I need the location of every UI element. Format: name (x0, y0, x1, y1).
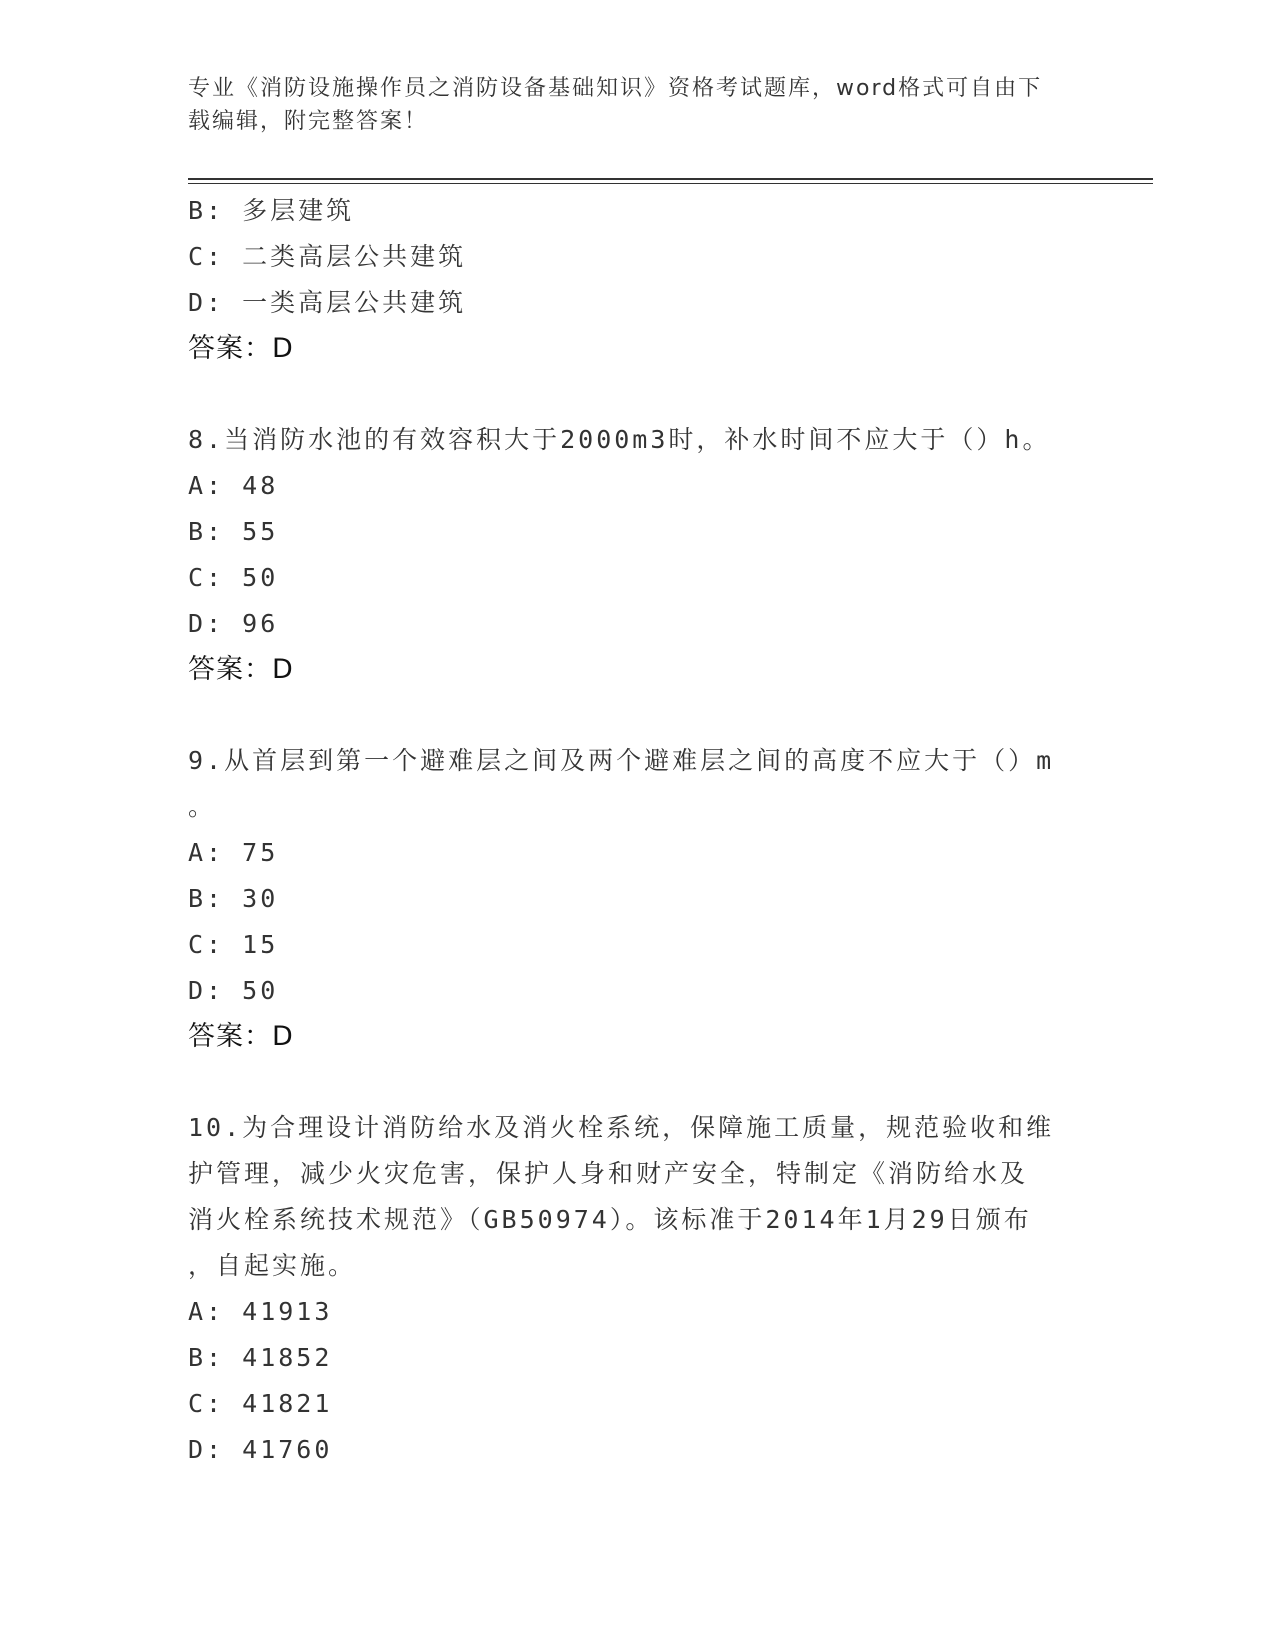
option-c: C: 50 (188, 563, 279, 592)
question-list (188, 188, 1088, 1473)
question-text-line-3: 消火栓系统技术规范》（GB50974）。该标准于2014年1月29日颁布 (188, 1205, 1032, 1234)
document-header (188, 72, 1068, 138)
answer-label: 答案：D (188, 1021, 294, 1052)
question-text: 8.当消防水池的有效容积大于2000m3时，补水时间不应大于（）h。 (188, 425, 1051, 454)
option-d: D: 96 (188, 609, 279, 638)
header-divider-thin (188, 183, 1153, 184)
question-10 (188, 1105, 1088, 1473)
option-c: C: 二类高层公共建筑 (188, 242, 467, 271)
answer-label: 答案：D (188, 333, 294, 364)
option-b: B: 多层建筑 (188, 196, 355, 225)
option-c: C: 41821 (188, 1389, 333, 1418)
question-text-line-1: 9.从首层到第一个避难层之间及两个避难层之间的高度不应大于（）m (188, 746, 1055, 775)
question-text-line-2: 护管理，减少火灾危害，保护人身和财产安全，特制定《消防给水及 (188, 1159, 1029, 1188)
option-d: D: 41760 (188, 1435, 333, 1464)
header-line-1: 专业《消防设施操作员之消防设备基础知识》资格考试题库，word格式可自由下 (188, 76, 1043, 101)
question-text-line-4: ，自起实施。 (188, 1251, 357, 1280)
question-text-line-1: 10.为合理设计消防给水及消火栓系统，保障施工质量，规范验收和维 (188, 1113, 1055, 1142)
option-a: A: 41913 (188, 1297, 333, 1326)
question-7 (188, 188, 1088, 372)
option-a: A: 48 (188, 471, 279, 500)
header-divider-thick (188, 178, 1153, 180)
option-d: D: 50 (188, 976, 279, 1005)
question-text-line-2: 。 (188, 792, 217, 821)
option-d: D: 一类高层公共建筑 (188, 288, 467, 317)
header-line-2: 载编辑，附完整答案！ (188, 109, 429, 134)
option-a: A: 75 (188, 838, 279, 867)
option-c: C: 15 (188, 930, 279, 959)
question-8 (188, 417, 1088, 693)
answer-label: 答案：D (188, 654, 294, 685)
option-b: B: 55 (188, 517, 279, 546)
question-9 (188, 738, 1088, 1060)
option-b: B: 30 (188, 884, 279, 913)
option-b: B: 41852 (188, 1343, 333, 1372)
